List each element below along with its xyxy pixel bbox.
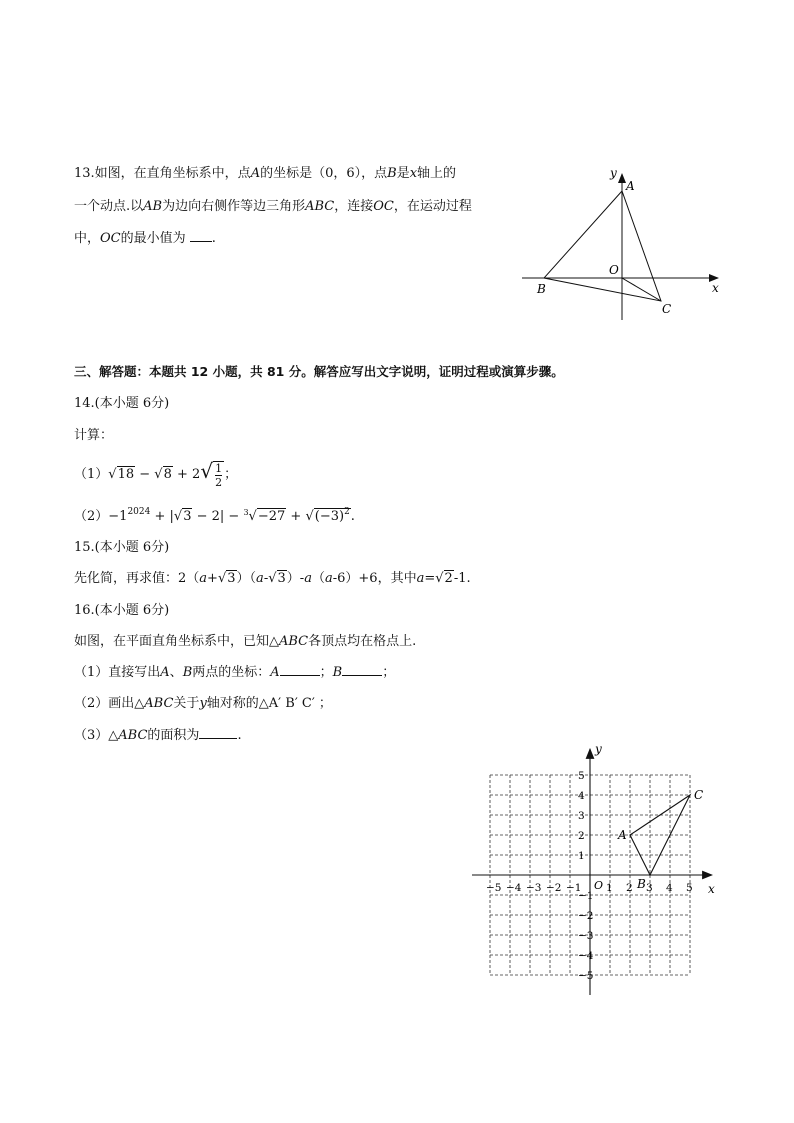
q16-intro: 如图，在平面直角坐标系中，已知△ABC各顶点均在格点上. <box>74 634 417 649</box>
point-c-label: C <box>694 788 704 802</box>
label-a: A <box>626 179 635 193</box>
q15-text: 先化简，再求值：2（a+√3）（a-√3）-a（a-6）+6，其中a=√2-1. <box>74 571 471 586</box>
q13-line1: 13.如图，在直角坐标系中，点A的坐标是（0，6），点B是x轴上的 <box>74 166 457 181</box>
answer-blank-b[interactable] <box>342 663 382 676</box>
x-tick-label: 5 <box>686 882 693 894</box>
y-tick-label: −3 <box>578 930 594 942</box>
y-tick-label: 2 <box>578 830 585 842</box>
answer-blank-a[interactable] <box>280 663 320 676</box>
section-3-title: 三、解答题：本题共 12 小题，共 81 分。解答应写出文字说明，证明过程或演算步骤。 <box>74 364 564 379</box>
q16-part1: （1）直接写出A、B两点的坐标：A ；B ； <box>74 665 396 680</box>
q16-header: 16.(本小题 6分) <box>74 603 170 618</box>
x-tick-label: 2 <box>626 882 633 894</box>
y-tick-label: −4 <box>578 950 594 962</box>
y-tick-label: 3 <box>578 810 585 822</box>
x-tick-label: 4 <box>666 882 673 894</box>
q13-figure <box>510 160 730 330</box>
label-x: x <box>712 281 719 295</box>
x-tick-label: −5 <box>486 882 502 894</box>
label-y: y <box>610 166 617 180</box>
q13-line2: 一个动点.以AB为边向右侧作等边三角形ABC，连接OC，在运动过程 <box>74 199 472 214</box>
label-b: B <box>537 282 546 296</box>
y-tick-label: −1 <box>578 890 594 902</box>
x-tick-label: −2 <box>546 882 562 894</box>
x-tick-label: −1 <box>566 882 582 894</box>
q14-header: 14.(本小题 6分) <box>74 396 170 411</box>
q16-part2: （2）画出△ABC关于y轴对称的△A′ B′ C′ ； <box>74 696 332 711</box>
q16-figure <box>470 745 730 1005</box>
point-b-label: B <box>637 877 646 891</box>
x-tick-label: −3 <box>526 882 542 894</box>
origin-label: O <box>594 879 604 892</box>
q15-header: 15.(本小题 6分) <box>74 540 170 555</box>
x-axis-label: x <box>708 882 715 896</box>
y-tick-label: −2 <box>578 910 594 922</box>
y-axis-label: y <box>595 745 602 756</box>
label-c: C <box>662 302 672 316</box>
q14-instruction: 计算： <box>74 428 114 443</box>
q14-part1: （1）√18 − √8 + 2√ $\frac{1}{2}$ ； <box>74 459 238 489</box>
q13-line3: 中，OC的最小值为 . <box>74 231 216 246</box>
point-a-label: A <box>618 828 627 842</box>
x-tick-label: 1 <box>606 882 613 894</box>
answer-blank-area[interactable] <box>199 726 237 739</box>
answer-blank[interactable] <box>190 229 212 242</box>
y-tick-label: 1 <box>578 850 585 862</box>
x-tick-label: 3 <box>646 882 653 894</box>
q16-part3: （3）△ABC的面积为 . <box>74 728 242 743</box>
label-o: O <box>609 263 619 277</box>
y-tick-label: −5 <box>578 970 594 982</box>
triangle-abc <box>544 191 661 301</box>
x-tick-label: −4 <box>506 882 522 894</box>
y-tick-label: 4 <box>578 790 585 802</box>
y-tick-label: 5 <box>578 770 585 782</box>
q14-part2: $(2)-1^{2024} + |√3 - 2| - ^3√-27 + √(-3)^2$. <box>74 507 355 524</box>
